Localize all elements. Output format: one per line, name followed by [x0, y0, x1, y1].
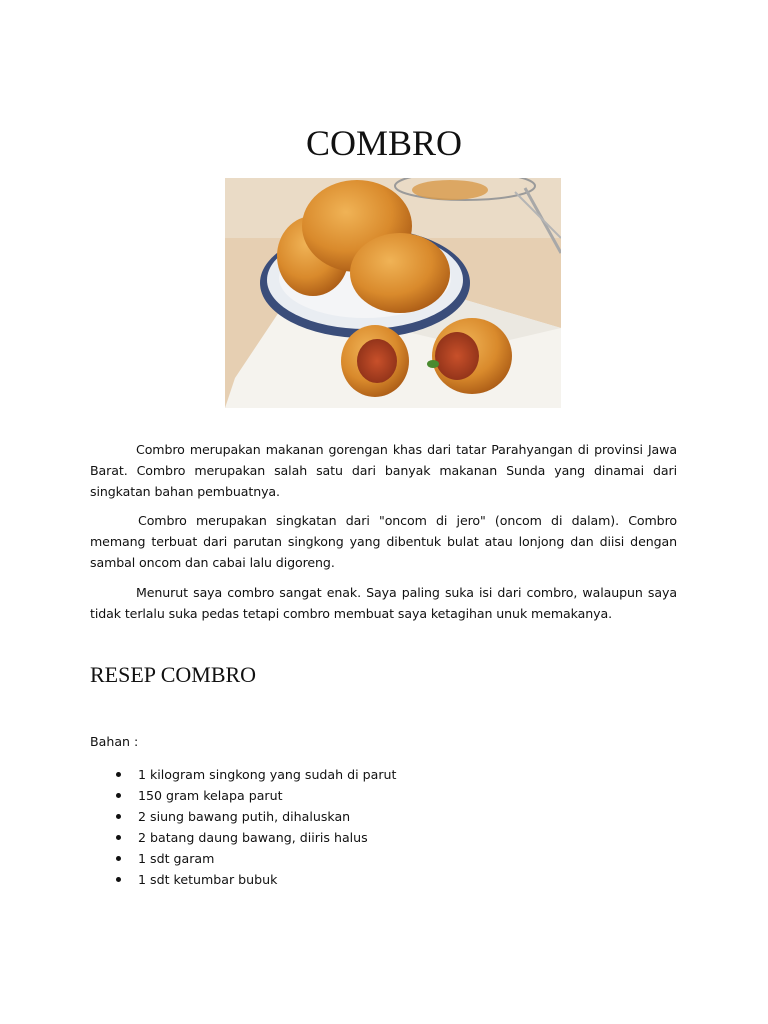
recipe-heading: RESEP COMBRO: [90, 662, 257, 687]
bullet-icon: [116, 856, 121, 861]
list-item: [112, 827, 396, 848]
document-title: COMBRO: [305, 123, 463, 163]
ingredient-text: 1 sdt ketumbar bubuk: [138, 872, 278, 887]
combro-photo-icon: [225, 178, 561, 408]
list-item: [112, 806, 396, 827]
list-item: [112, 764, 396, 785]
bullet-icon: [116, 814, 121, 819]
bullet-icon: [116, 835, 121, 840]
paragraph-opinion: Menurut saya combro sangat enak. Saya paling suka isi dari combro, walaupun saya tidak terlalu suka pedas tetapi combro membuat saya ketagihan unuk memakanya.: [90, 585, 677, 621]
bullet-icon: [116, 772, 121, 777]
ingredient-text: 150 gram kelapa parut: [138, 788, 283, 803]
ingredient-text: 2 siung bawang putih, dihaluskan: [138, 809, 351, 824]
ingredient-text: 1 kilogram singkong yang sudah di parut: [138, 767, 397, 782]
list-item: [112, 785, 396, 806]
bullet-icon: [116, 793, 121, 798]
bullet-icon: [116, 877, 121, 882]
ingredients-label: Bahan :: [90, 734, 139, 749]
list-item: [112, 848, 396, 869]
paragraph-definition: Combro merupakan singkatan dari "oncom di jero" (oncom di dalam). Combro memang terbuat dari parutan singkong yang dibentuk bulat atau lonjong dan diisi dengan sambal oncom dan cabai lalu digoreng.: [90, 513, 677, 570]
ingredient-text: 1 sdt garam: [138, 851, 215, 866]
paragraph-intro: Combro merupakan makanan gorengan khas dari tatar Parahyangan di provinsi Jawa Barat. Combro merupakan salah satu dari banyak makanan Sunda yang dinamai dari singkatan bahan pembuatnya.: [90, 442, 677, 499]
ingredients-list: [112, 764, 396, 890]
ingredient-text: 2 batang daung bawang, diiris halus: [138, 830, 368, 845]
list-item: [112, 869, 396, 890]
